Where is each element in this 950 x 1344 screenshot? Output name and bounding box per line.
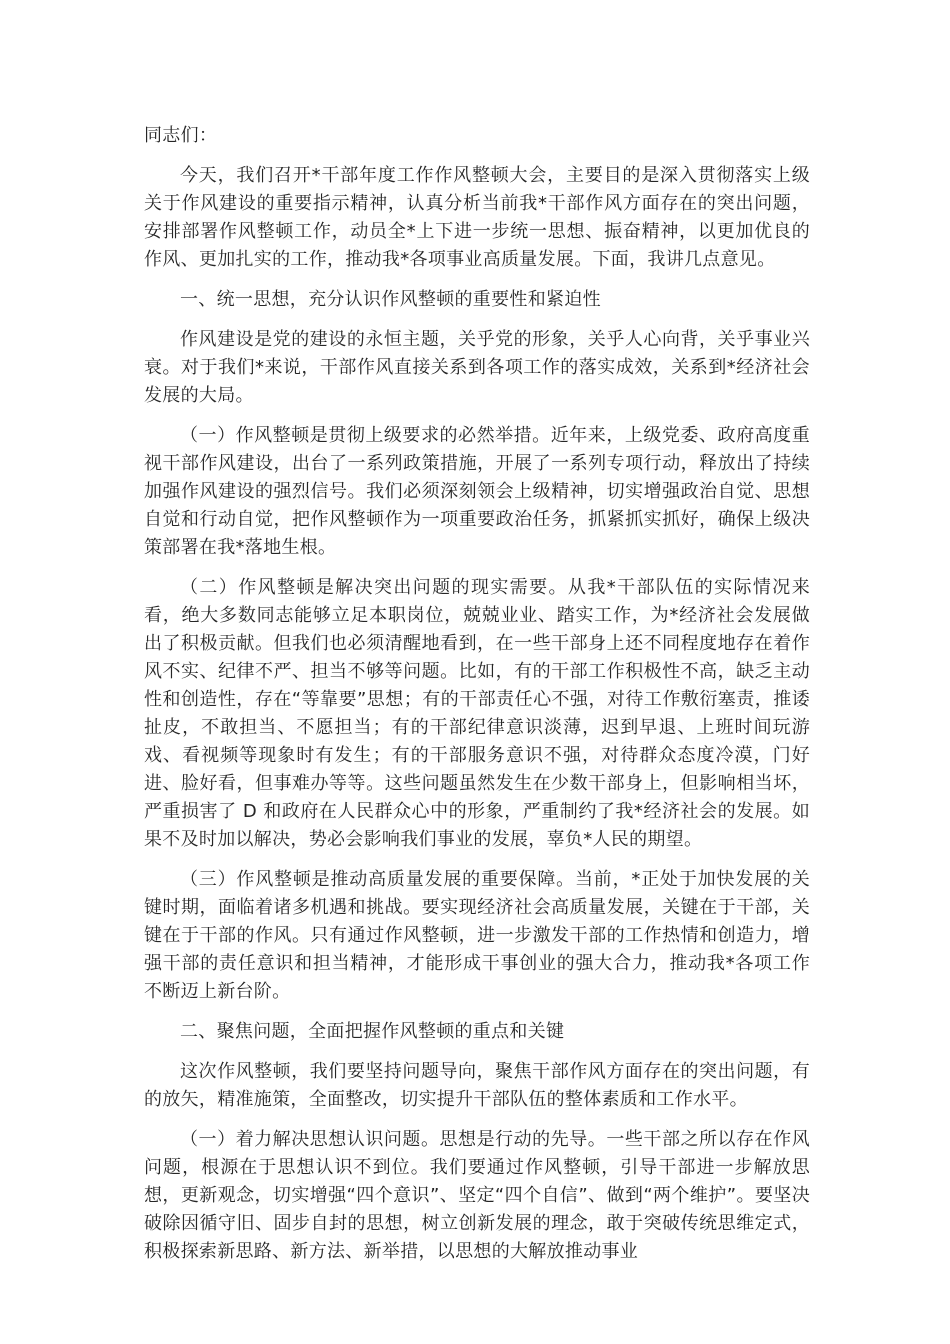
body-paragraph: （一）作风整顿是贯彻上级要求的必然举措。近年来，上级党委、政府高度重视干部作风建设，出台了一系列政策措施，开展了一系列专项行动，释放出了持续加强作风建设的强烈信号。我们必须深刻领会上级精神，切实增强政治自觉、思想自觉和行动自觉，把作风整顿作为一项重要政治任务，抓紧抓实抓好，确保上级决策部署在我*落地生根。 [144, 425, 810, 558]
greeting: 同志们： [144, 125, 218, 146]
document-body [144, 122, 810, 1278]
section-heading-2: 二、聚焦问题，全面把握作风整顿的重点和关键 [180, 1021, 565, 1042]
intro-paragraph: 今天，我们召开*干部年度工作作风整顿大会，主要目的是深入贯彻落实上级关于作风建设的重要指示精神，认真分析当前我*干部作风方面存在的突出问题，安排部署作风整顿工作，动员全*上下进一步统一思想、振奋精神，以更加优良的作风、更加扎实的工作，推动我*各项事业高质量发展。下面，我讲几点意见。 [144, 165, 810, 270]
body-paragraph: 这次作风整顿，我们要坚持问题导向，聚焦干部作风方面存在的突出问题，有的放矢，精准施策，全面整改，切实提升干部队伍的整体素质和工作水平。 [144, 1061, 810, 1110]
body-paragraph: 作风建设是党的建设的永恒主题，关乎党的形象，关乎人心向背，关乎事业兴衰。对于我们*来说，干部作风直接关系到各项工作的落实成效，关系到*经济社会发展的大局。 [144, 329, 810, 406]
body-paragraph: （二）作风整顿是解决突出问题的现实需要。从我*干部队伍的实际情况来看，绝大多数同志能够立足本职岗位，兢兢业业、踏实工作，为*经济社会发展做出了积极贡献。但我们也必须清醒地看到，在一些干部身上还不同程度地存在着作风不实、纪律不严、担当不够等问题。比如，有的干部工作积极性不高，缺乏主动性和创造性，存在“等靠要”思想；有的干部责任心不强，对待工作敷衍塞责，推诿扯皮，不敢担当、不愿担当；有的干部纪律意识淡薄，迟到早退、上班时间玩游戏、看视频等现象时有发生；有的干部服务意识不强，对待群众态度冷漠，门好进、脸好看，但事难办等等。这些问题虽然发生在少数干部身上，但影响相当坏，严重损害了 D 和政府在人民群众心中的形象，严重制约了我*经济社会的发展。如果不及时加以解决，势必会影响我们事业的发展，辜负*人民的期望。 [144, 577, 810, 850]
body-paragraph: （三）作风整顿是推动高质量发展的重要保障。当前，*正处于加快发展的关键时期，面临着诸多机遇和挑战。要实现经济社会高质量发展，关键在于干部，关键在于干部的作风。只有通过作风整顿，进一步激发干部的工作热情和创造力，增强干部的责任意识和担当精神，才能形成干事创业的强大合力，推动我*各项工作不断迈上新台阶。 [144, 869, 810, 1002]
body-paragraph: （一）着力解决思想认识问题。思想是行动的先导。一些干部之所以存在作风问题，根源在于思想认识不到位。我们要通过作风整顿，引导干部进一步解放思想，更新观念，切实增强“四个意识”、坚定“四个自信”、做到“两个维护”。要坚决破除因循守旧、固步自封的思想，树立创新发展的理念，敢于突破传统思维定式，积极探索新思路、新方法、新举措，以思想的大解放推动事业 [144, 1129, 810, 1262]
section-heading-1: 一、统一思想，充分认识作风整顿的重要性和紧迫性 [180, 289, 601, 310]
